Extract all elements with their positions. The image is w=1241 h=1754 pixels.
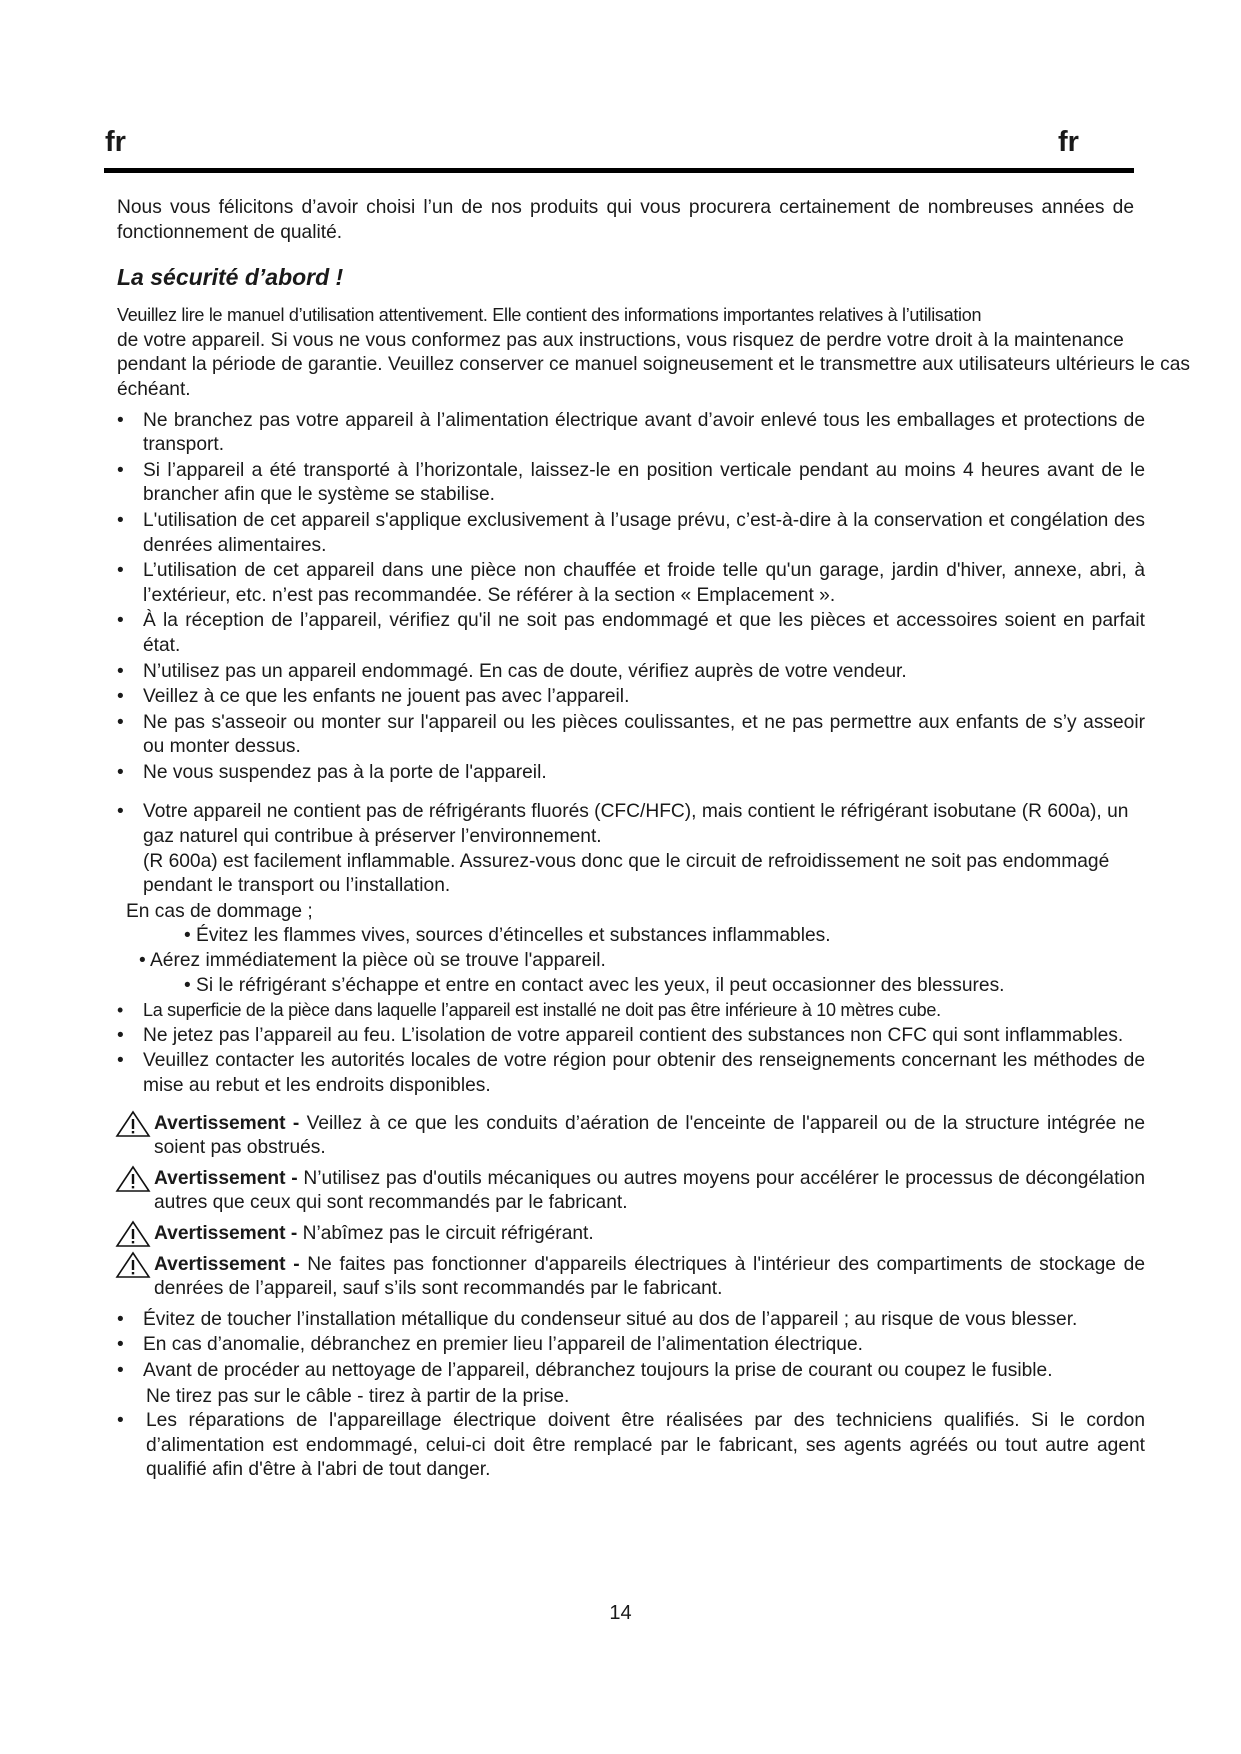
list-item: • Veuillez contacter les autorités locales de votre région pour obtenir des renseignements concernant les méthodes de mise au rebut et les endroits disponibles. <box>117 1049 1145 1098</box>
list-item: • Si l’appareil a été transporté à l’horizontale, laissez-le en position verticale pendant au moins 4 heures avant de le brancher afin que le système se stabilise. <box>117 459 1145 508</box>
list-item: • Ne pas s'asseoir ou monter sur l'appareil ou les pièces coulissantes, et ne pas permettre aux enfants de s’y asseoir ou monter dessus. <box>117 711 1145 760</box>
lead-first-line: Veuillez lire le manuel d’utilisation attentivement. Elle contient des informations importantes relatives à l’utilisation <box>117 305 982 326</box>
list-item: • L’utilisation de cet appareil dans une pièce non chauffée et froide telle qu'un garage, jardin d'hiver, annexe, abri, à l’extérieur, etc. n’est pas recommandée. Se référer à la section « Emplacement ». <box>117 559 1145 608</box>
damage-sub-item: • Évitez les flammes vives, sources d’étincelles et substances inflammables. <box>184 925 831 947</box>
refrigerant-list <box>117 800 1137 898</box>
list-item: • Les réparations de l'appareillage électrique doivent être réalisées par des techniciens qualifiés. Si le cordon d’alimentation est endommagé, celui-ci doit être remplacé par le fabricant, ses agents agréés ou tout autre agent qualifié afin d'être à l'abri de tout danger. <box>117 1409 1145 1483</box>
lead-rest: de votre appareil. Si vous ne vous conformez pas aux instructions, vous risquez de perdre votre droit à la maintenance pendant la période de garantie. Veuillez conserver ce manuel soigneusement et le transmettre aux utilisateurs ultérieurs le cas échéant. <box>117 329 1190 400</box>
page-content <box>117 196 1190 1484</box>
list-item: • Ne branchez pas votre appareil à l’alimentation électrique avant d’avoir enlevé tous les emballages et protections de transport. <box>117 409 1145 458</box>
warning-triangle-icon <box>115 1220 151 1248</box>
warning-item <box>117 1167 1145 1216</box>
warning-text: N’utilisez pas d'outils mécaniques ou autres moyens pour accélérer le processus de décongélation autres que ceux qui sont recommandés par le fabricant. <box>154 1167 1146 1214</box>
header-lang-left: fr <box>105 126 126 158</box>
list-item: • Ne jetez pas l’appareil au feu. L’isolation de votre appareil contient des substances non CFC qui sont inflammables. <box>117 1024 1145 1049</box>
warning-text: N’abîmez pas le circuit réfrigérant. <box>297 1222 594 1244</box>
safety-list-1 <box>117 409 1145 786</box>
page-number: 14 <box>609 1602 632 1624</box>
warning-triangle-icon <box>115 1251 151 1279</box>
safety-list-4 <box>117 1409 1145 1483</box>
damage-sub-item: • Si le réfrigérant s’échappe et entre en contact avec les yeux, il peut occasionner des blessures. <box>184 974 1005 996</box>
warning-label: Avertissement - <box>154 1222 298 1244</box>
list-item: • Veillez à ce que les enfants ne jouent pas avec l’appareil. <box>117 685 1145 710</box>
list-item-refrigerant <box>117 800 1145 898</box>
warning-text: Veillez à ce que les conduits d’aération de l'enceinte de l'appareil ou de la structure intégrée ne soient pas obstrués. <box>154 1112 1145 1159</box>
list-item: • La superficie de la pièce dans laquelle l’appareil est installé ne doit pas être inférieure à 10 mètres cube. <box>117 998 1145 1023</box>
list-item: • Évitez de toucher l’installation métallique du condenseur situé au dos de l’appareil ; au risque de vous blesser. <box>117 1308 1145 1333</box>
list-item: • L'utilisation de cet appareil s'applique exclusivement à l’usage prévu, c’est-à-dire à la conservation et congélation des denrées alimentaires. <box>117 509 1145 558</box>
lead-paragraph <box>117 303 1192 402</box>
safety-list-2 <box>117 998 1145 1098</box>
safety-list-3 <box>117 1308 1137 1384</box>
cable-note: Ne tirez pas sur le câble - tirez à partir de la prise. <box>146 1385 570 1407</box>
header-rule <box>104 168 1134 173</box>
list-item: • À la réception de l’appareil, vérifiez qu'il ne soit pas endommagé et que les pièces et accessoires soient en parfait état. <box>117 609 1145 658</box>
section-title: La sécurité d’abord ! <box>117 264 344 291</box>
warning-item <box>117 1253 1145 1302</box>
intro-paragraph: Nous vous félicitons d’avoir choisi l’un de nos produits qui vous procurera certainement de nombreuses années de fonctionnement de qualité. <box>117 197 1134 243</box>
header-lang-right: fr <box>1058 126 1079 158</box>
list-item: • N’utilisez pas un appareil endommagé. En cas de doute, vérifiez auprès de votre vendeur. <box>117 660 1145 685</box>
warning-label: Avertissement - <box>154 1112 300 1134</box>
list-item: • Avant de procéder au nettoyage de l’appareil, débranchez toujours la prise de courant ou coupez le fusible. <box>117 1359 1145 1384</box>
damage-case-label: En cas de dommage ; <box>126 900 313 922</box>
damage-sub-item: • Aérez immédiatement la pièce où se trouve l'appareil. <box>139 950 606 972</box>
refrigerant-line-1: Votre appareil ne contient pas de réfrigérants fluorés (CFC/HFC), mais contient le réfrigérant isobutane (R 600a), un gaz naturel qui contribue à préserver l’environnement. <box>143 801 1129 848</box>
list-item: • En cas d’anomalie, débranchez en premier lieu l’appareil de l’alimentation électrique. <box>117 1333 1145 1358</box>
warning-item <box>117 1222 1145 1247</box>
warning-label: Avertissement - <box>154 1167 298 1189</box>
warning-triangle-icon <box>115 1110 151 1138</box>
refrigerant-line-2: (R 600a) est facilement inflammable. Assurez-vous donc que le circuit de refroidissement ne soit pas endommagé pendant le transport ou l’installation. <box>143 850 1110 897</box>
warning-item <box>117 1112 1145 1161</box>
list-item: • Ne vous suspendez pas à la porte de l'appareil. <box>117 761 1145 786</box>
warning-triangle-icon <box>115 1165 151 1193</box>
warning-label: Avertissement - <box>154 1253 300 1275</box>
warning-text: Ne faites pas fonctionner d'appareils électriques à l'intérieur des compartiments de stockage de denrées de l’appareil, sauf s’ils sont recommandés par le fabricant. <box>154 1253 1145 1300</box>
